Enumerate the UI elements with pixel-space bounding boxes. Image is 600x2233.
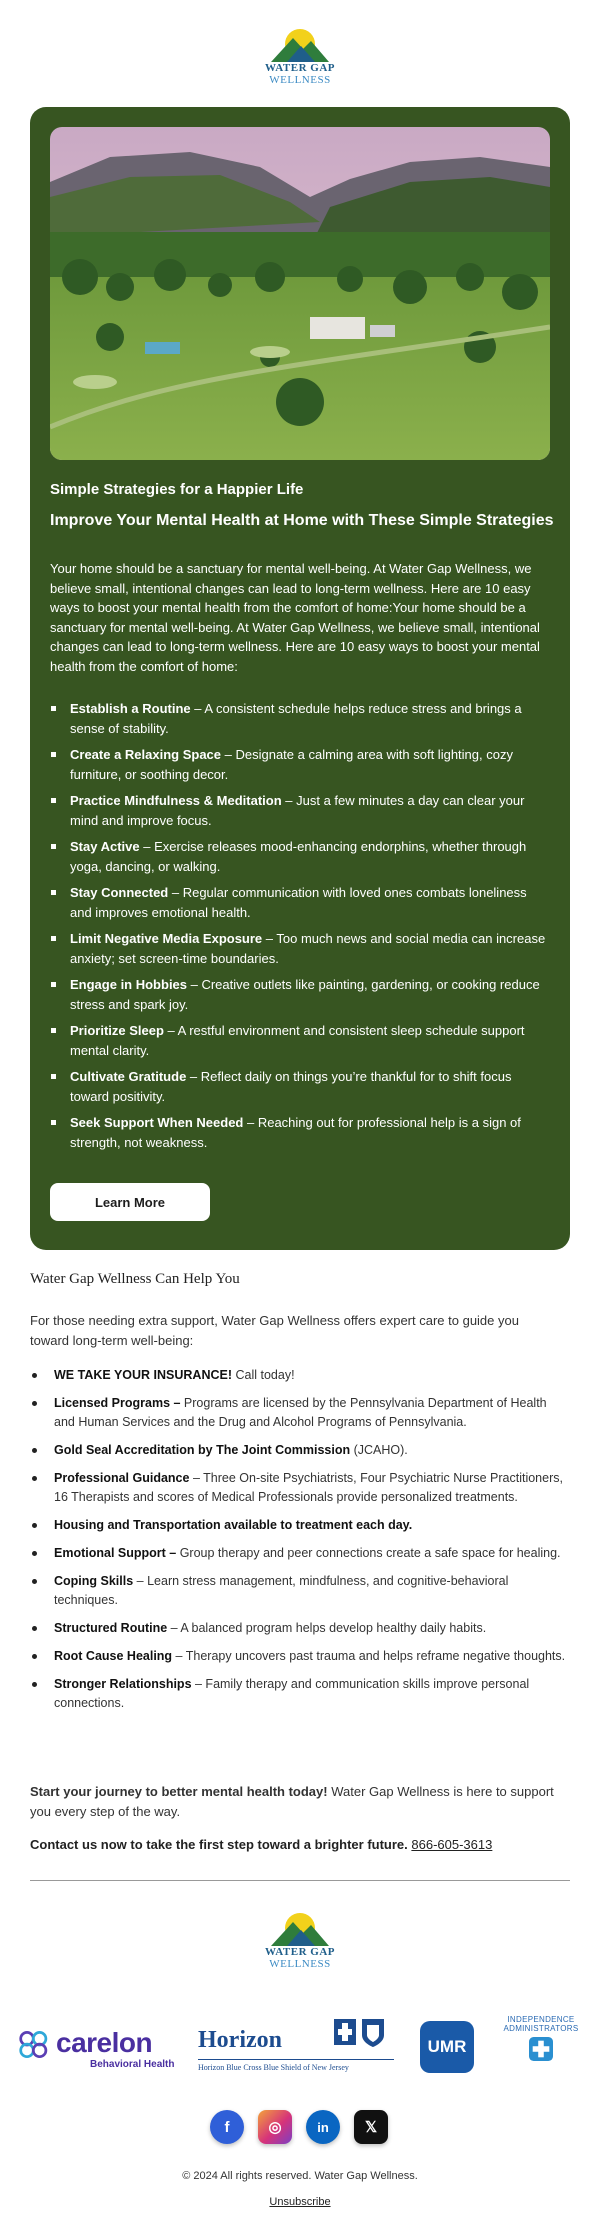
list-item: WE TAKE YOUR INSURANCE! Call today! [30, 1366, 570, 1385]
independence-line1: INDEPENDENCE [507, 2015, 575, 2024]
list-item: Gold Seal Accreditation by The Joint Commission (JCAHO). [30, 1441, 570, 1460]
list-item: Practice Mindfulness & Meditation – Just a few minutes a day can clear your mind and improve focus. [50, 791, 550, 830]
social-links [210, 2110, 390, 2146]
bcbs-shield-icon [326, 2017, 390, 2049]
linkedin-icon[interactable]: in [306, 2110, 340, 2144]
horizon-underline [198, 2059, 394, 2060]
list-item: Cultivate Gratitude – Reflect daily on things you’re thankful for to shift focus toward positivity. [50, 1067, 550, 1106]
logo-line2: WELLNESS [269, 74, 331, 86]
carelon-name: carelon [56, 2027, 153, 2058]
list-item: Stronger Relationships – Family therapy and communication skills improve personal connections. [30, 1675, 570, 1713]
learn-more-button[interactable]: Learn More [50, 1183, 210, 1221]
list-item: Establish a Routine – A consistent schedule helps reduce stress and brings a sense of stability. [50, 699, 550, 738]
logo-line1: WATER GAP [265, 62, 335, 74]
hero-landscape-image [50, 127, 550, 460]
list-item: Stay Connected – Regular communication with loved ones combats loneliness and improves emotional health. [50, 883, 550, 922]
facebook-icon[interactable]: f [210, 2110, 244, 2144]
independence-line2: ADMINISTRATORS [503, 2024, 579, 2033]
list-item: Emotional Support – Group therapy and peer connections create a safe space for healing. [30, 1544, 570, 1563]
card-eyebrow: Simple Strategies for a Happier Life [50, 481, 304, 498]
umr-logo [420, 2021, 474, 2073]
list-item: Licensed Programs – Programs are licensed by the Pennsylvania Department of Health and Human Services and the Drug and Alcohol Programs of Pennsylvania. [30, 1394, 570, 1432]
help-intro: For those needing extra support, Water Gap Wellness offers expert care to guide you toward long-term well-being: [30, 1313, 519, 1348]
mountain-sun-logo-icon [267, 22, 333, 62]
unsubscribe-link[interactable]: Unsubscribe [269, 2196, 331, 2208]
list-item: Create a Relaxing Space – Designate a calming area with soft lighting, cozy furniture, or soothing decor. [50, 745, 550, 784]
carelon-logo [18, 2027, 176, 2071]
independence-logo [494, 2015, 588, 2075]
list-item: Housing and Transportation available to treatment each day. [30, 1516, 570, 1535]
logo-line2: WELLNESS [269, 1958, 331, 1970]
carelon-mark-icon [18, 2031, 54, 2059]
horizon-subtitle: Horizon Blue Cross Blue Shield of New Jersey [198, 2063, 349, 2072]
list-item: Seek Support When Needed – Reaching out for professional help is a sign of strength, not weakness. [50, 1113, 550, 1152]
logo-line1: WATER GAP [265, 1946, 335, 1958]
mountain-sun-logo-icon [267, 1906, 333, 1946]
insurance-partners [0, 2015, 600, 2085]
help-list [30, 1366, 570, 1722]
x-icon[interactable]: 𝕏 [354, 2110, 388, 2144]
phone-link[interactable]: 866-605-3613 [411, 1837, 493, 1852]
list-item: Stay Active – Exercise releases mood-enhancing endorphins, whether through yoga, dancing, or walking. [50, 837, 550, 876]
list-item: Structured Routine – A balanced program helps develop healthy daily habits. [30, 1619, 570, 1638]
divider [30, 1880, 570, 1881]
strategies-list [50, 699, 550, 1159]
list-item: Prioritize Sleep – A restful environment and consistent sleep schedule support mental clarity. [50, 1021, 550, 1060]
header-logo[interactable] [0, 22, 600, 86]
list-item: Professional Guidance – Three On-site Psychiatrists, Four Psychiatric Nurse Practitioners, 16 Therapists and scores of Medical Professionals provide personalized treatments. [30, 1469, 570, 1507]
horizon-name: Horizon [198, 2027, 282, 2053]
list-item: Engage in Hobbies – Creative outlets like painting, gardening, or cooking reduce stress and spark joy. [50, 975, 550, 1014]
horizon-logo [196, 2017, 396, 2077]
independence-cross-icon [529, 2037, 553, 2061]
cta-contact: Contact us now to take the first step toward a brighter future. 866-605-3613 [30, 1837, 493, 1852]
footer-logo[interactable] [0, 1906, 600, 1970]
instagram-icon[interactable]: ◎ [258, 2110, 292, 2144]
carelon-subtitle: Behavioral Health [90, 2059, 175, 2070]
cta-journey: Start your journey to better mental health today! Water Gap Wellness is here to support you every step of the way. [30, 1784, 554, 1819]
card-title: Improve Your Mental Health at Home with These Simple Strategies [50, 512, 554, 529]
umr-text: UMR [427, 2037, 467, 2056]
list-item: Limit Negative Media Exposure – Too much news and social media can increase anxiety; set screen-time boundaries. [50, 929, 550, 968]
card-intro: Your home should be a sanctuary for mental well-being. At Water Gap Wellness, we believe small, intentional changes can lead to long-term wellness. Here are 10 easy ways to boost your mental health from the comfort of home:Your home should be a sanctuary for mental well-being. At Water Gap Wellness, we believe small, intentional changes can lead to long-term wellness. Here are 10 easy ways to boost your mental health from the comfort of home: [50, 561, 540, 674]
list-item: Root Cause Healing – Therapy uncovers past trauma and helps reframe negative thoughts. [30, 1647, 570, 1666]
help-heading: Water Gap Wellness Can Help You [30, 1271, 240, 1287]
copyright-text: © 2024 All rights reserved. Water Gap Wellness. [182, 2170, 418, 2182]
strategies-card [30, 107, 570, 1250]
list-item: Coping Skills – Learn stress management, mindfulness, and cognitive-behavioral techniques. [30, 1572, 570, 1610]
